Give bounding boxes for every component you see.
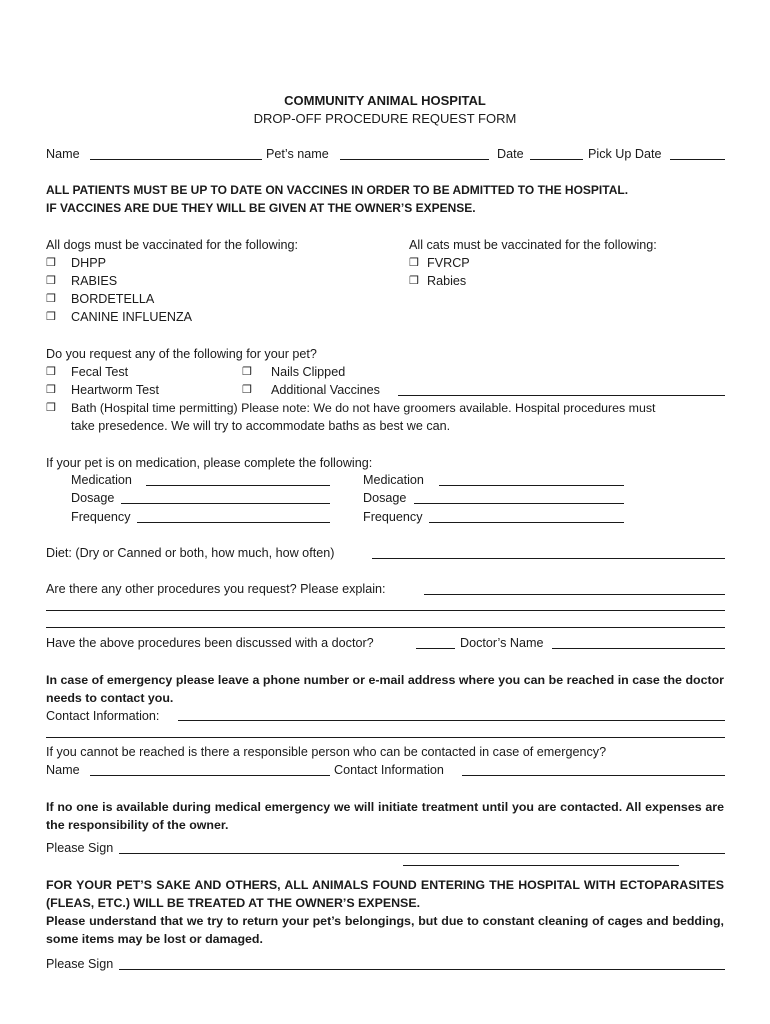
hospital-name: COMMUNITY ANIMAL HOSPITAL [284,93,486,108]
responsible-contact-field[interactable] [462,775,725,776]
pet-name-field[interactable] [340,159,489,160]
vaccine-notice-line1: ALL PATIENTS MUST BE UP TO DATE ON VACCINES IN ORDER TO BE ADMITTED TO THE HOSPITAL. [46,183,629,197]
bath-note-line2: take presedence. We will try to accommodate baths as best we can. [71,419,451,433]
name-field[interactable] [90,159,262,160]
emergency-notice: In case of emergency please leave a phone number or e-mail address where you can be reached in case the doctor needs to contact you. [46,673,724,705]
belongings-notice: Please understand that we try to return your pet’s belongings, but due to constant cleaning of cages and bedding, some items may be lost or damaged. [46,914,724,946]
dosage-label: Dosage [71,491,115,505]
pickup-date-label: Pick Up Date [588,147,662,161]
checkbox-icon[interactable]: ❒ [46,257,56,269]
dosage-field[interactable] [121,503,330,504]
heartworm-test-label: Heartworm Test [71,383,159,397]
medication-field[interactable] [146,485,330,486]
checkbox-icon[interactable]: ❒ [46,384,56,396]
contact-info-label: Contact Information: [46,709,160,723]
vaccine-notice-line2: IF VACCINES ARE DUE THEY WILL BE GIVEN AT THE OWNER’S EXPENSE. [46,201,476,215]
frequency-field[interactable] [429,522,624,523]
ectoparasite-notice: FOR YOUR PET’S SAKE AND OTHERS, ALL ANIMALS FOUND ENTERING THE HOSPITAL WITH ECTOPARASITES (FLEAS, ETC.) WILL BE TREATED AT THE OWNER’S EXPENSE. [46,878,724,910]
cat-vaccine-item: Rabies [427,274,467,288]
please-sign-label: Please Sign [46,841,114,855]
bath-note-line1: Bath (Hospital time permitting) Please note: We do not have groomers available. Hospital procedures must [71,401,656,415]
checkbox-icon[interactable]: ❒ [242,384,252,396]
signature-line[interactable] [403,865,679,866]
contact-info-field[interactable] [178,720,725,721]
other-procedures-line[interactable] [46,610,725,611]
checkbox-icon[interactable]: ❒ [46,293,56,305]
frequency-label: Frequency [71,510,131,524]
medication-heading: If your pet is on medication, please complete the following: [46,456,373,470]
responsible-question: If you cannot be reached is there a responsible person who can be contacted in case of emergency? [46,745,607,759]
dosage-label: Dosage [363,491,407,505]
checkbox-icon[interactable]: ❒ [409,275,419,287]
checkbox-icon[interactable]: ❒ [46,275,56,287]
requests-heading: Do you request any of the following for your pet? [46,347,317,361]
responsible-contact-label: Contact Information [334,763,444,777]
signature-field[interactable] [119,853,725,854]
date-label: Date [497,147,524,161]
dogs-heading: All dogs must be vaccinated for the following: [46,238,299,252]
diet-label: Diet: (Dry or Canned or both, how much, how often) [46,546,335,560]
responsible-name-label: Name [46,763,80,777]
other-procedures-label: Are there any other procedures you request? Please explain: [46,582,386,596]
other-procedures-field[interactable] [424,594,725,595]
checkbox-icon[interactable]: ❒ [46,311,56,323]
dog-vaccine-item: RABIES [71,274,118,288]
cat-vaccine-item: FVRCP [427,256,470,270]
checkbox-icon[interactable]: ❒ [46,366,56,378]
frequency-label: Frequency [363,510,423,524]
name-label: Name [46,147,80,161]
medication-label: Medication [363,473,424,487]
fecal-test-label: Fecal Test [71,365,129,379]
responsible-name-field[interactable] [90,775,330,776]
discussed-answer-field[interactable] [416,648,455,649]
signature-field[interactable] [119,969,725,970]
please-sign-label: Please Sign [46,957,114,971]
contact-info-line[interactable] [46,737,725,738]
date-field[interactable] [530,159,583,160]
dog-vaccine-item: BORDETELLA [71,292,155,306]
additional-vaccines-label: Additional Vaccines [271,383,380,397]
cats-heading: All cats must be vaccinated for the following: [409,238,657,252]
pickup-date-field[interactable] [670,159,725,160]
medication-field[interactable] [439,485,624,486]
doctor-name-field[interactable] [552,648,725,649]
doctor-name-label: Doctor’s Name [460,636,544,650]
additional-vaccines-field[interactable] [398,395,725,396]
checkbox-icon[interactable]: ❒ [46,402,56,414]
pet-name-label: Pet’s name [266,147,329,161]
checkbox-icon[interactable]: ❒ [409,257,419,269]
dog-vaccine-item: DHPP [71,256,106,270]
frequency-field[interactable] [137,522,330,523]
diet-field[interactable] [372,558,725,559]
dosage-field[interactable] [414,503,624,504]
checkbox-icon[interactable]: ❒ [242,366,252,378]
treatment-notice: If no one is available during medical emergency we will initiate treatment until you are contacted. All expenses are the responsibility of the owner. [46,800,724,832]
nails-clipped-label: Nails Clipped [271,365,346,379]
other-procedures-line[interactable] [46,627,725,628]
dog-vaccine-item: CANINE INFLUENZA [71,310,193,324]
discussed-question: Have the above procedures been discussed with a doctor? [46,636,374,650]
form-title: DROP-OFF PROCEDURE REQUEST FORM [253,111,517,126]
medication-label: Medication [71,473,132,487]
